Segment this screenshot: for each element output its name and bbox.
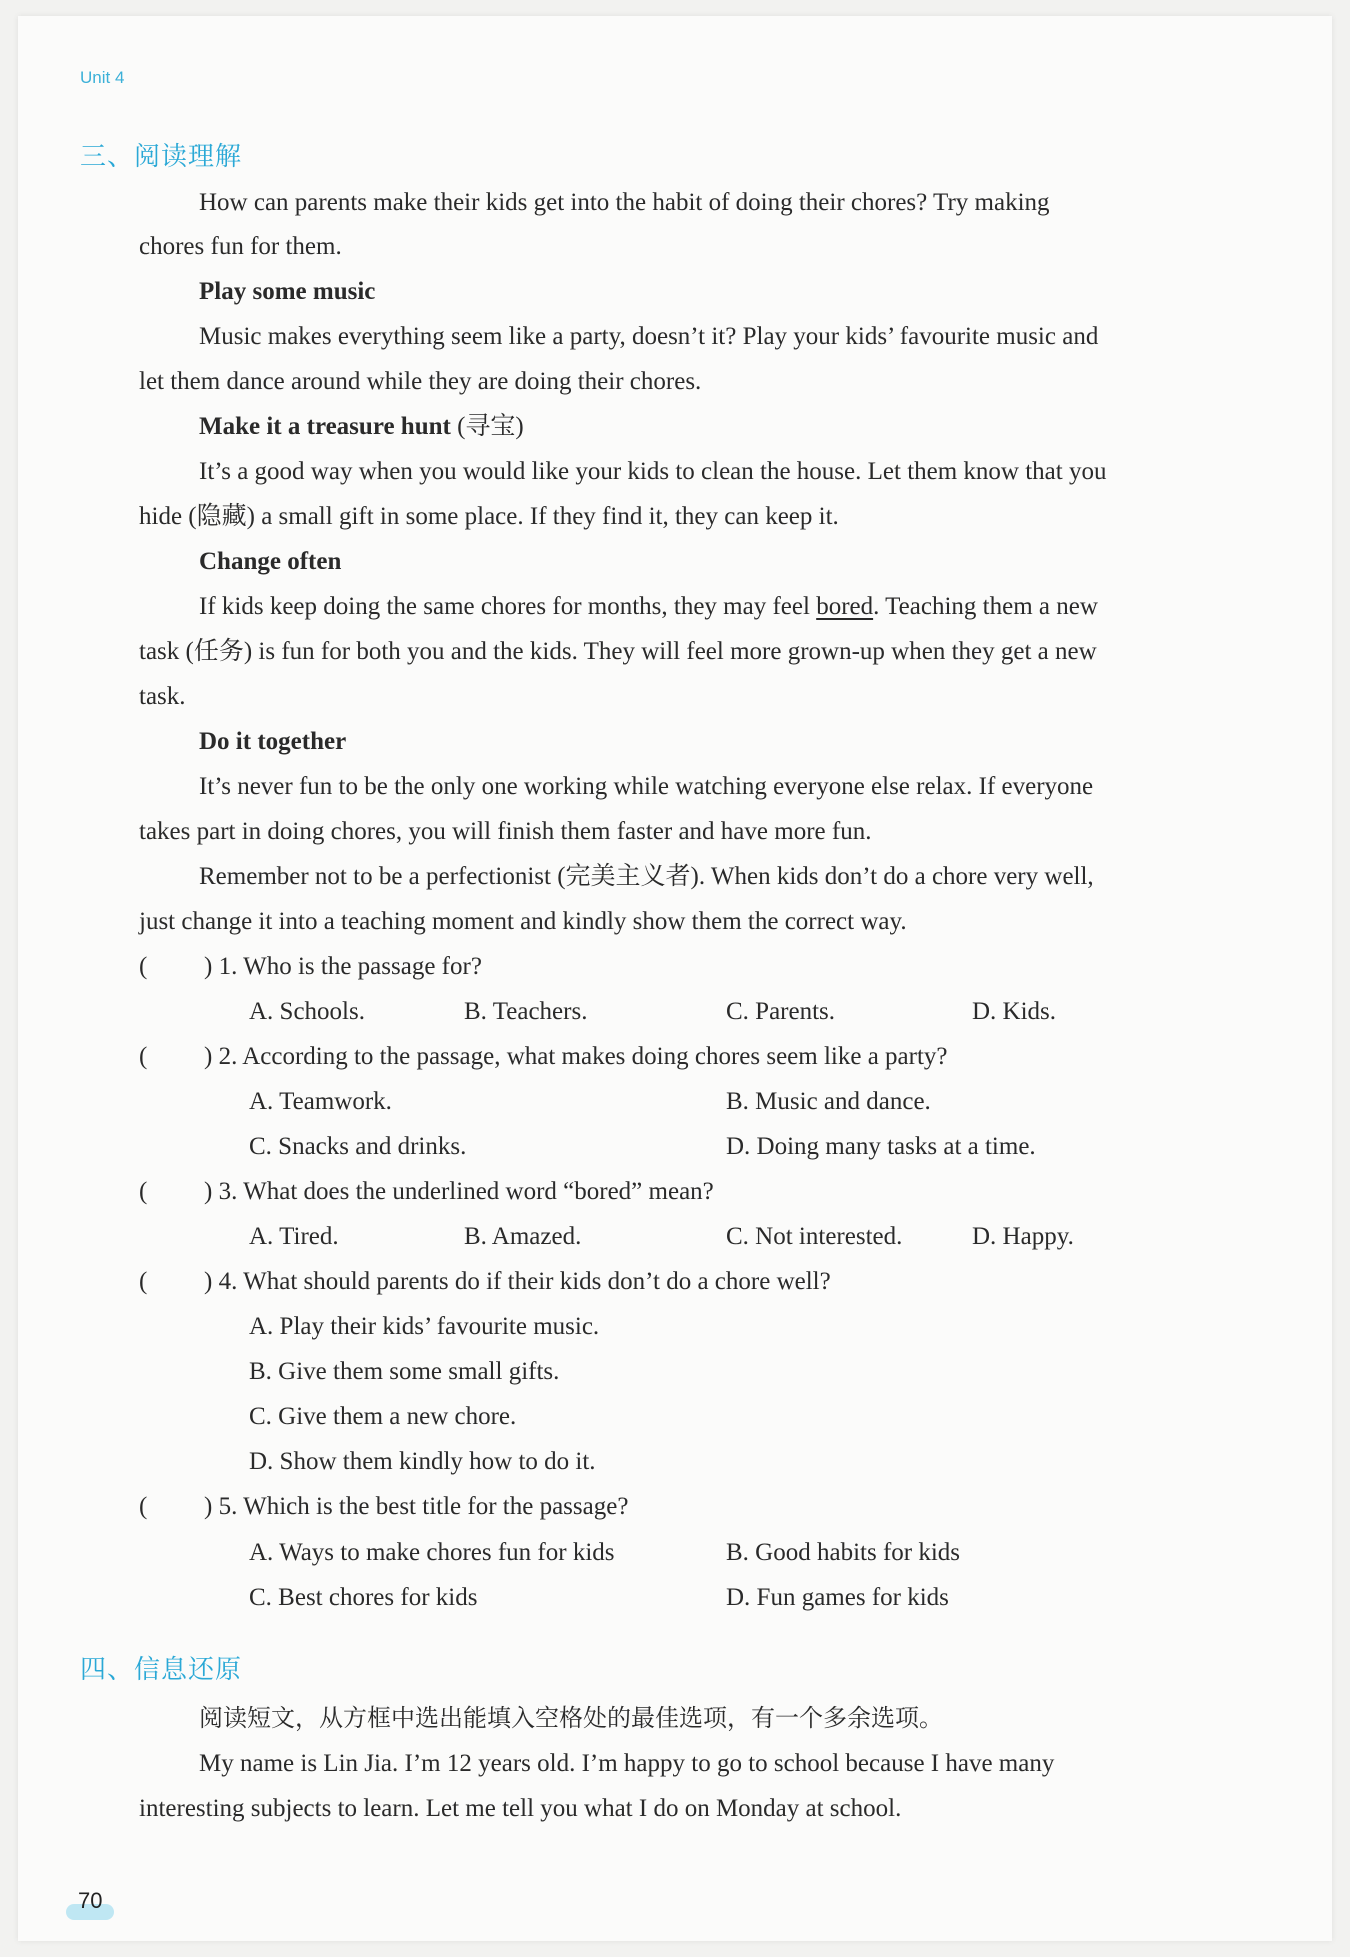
answer-bracket-q5[interactable]: ( bbox=[139, 1493, 148, 1520]
page-number: 70 bbox=[78, 1888, 103, 1913]
section4-p1-line-1: My name is Lin Jia. I’m 12 years old. I’m happy to go to school because I have many bbox=[199, 1750, 1055, 1777]
q2-option-b[interactable]: B. Music and dance. bbox=[726, 1088, 931, 1115]
q3-option-b[interactable]: B. Amazed. bbox=[464, 1223, 582, 1250]
q5-option-c[interactable]: C. Best chores for kids bbox=[249, 1584, 478, 1611]
underlined-word-bored: bored bbox=[816, 593, 874, 620]
q3-option-d[interactable]: D. Happy. bbox=[972, 1223, 1074, 1250]
q1-option-b[interactable]: B. Teachers. bbox=[464, 998, 588, 1025]
q5-option-d[interactable]: D. Fun games for kids bbox=[726, 1584, 949, 1611]
question-3: ) 3. What does the underlined word “bored” mean? bbox=[204, 1178, 714, 1205]
answer-bracket-q1[interactable]: ( bbox=[139, 953, 148, 980]
q4-option-a[interactable]: A. Play their kids’ favourite music. bbox=[249, 1313, 600, 1340]
q1-option-a[interactable]: A. Schools. bbox=[249, 998, 365, 1025]
p5-line-1: Remember not to be a perfectionist (完美主义者). When kids don’t do a chore very well, bbox=[199, 863, 1094, 890]
section4-instruction: 阅读短文，从方框中选出能填入空格处的最佳选项，有一个多余选项。 bbox=[199, 1704, 943, 1732]
q4-option-d[interactable]: D. Show them kindly how to do it. bbox=[249, 1448, 596, 1475]
subheading-treasure-hunt-note: (寻宝) bbox=[450, 413, 524, 440]
q2-option-a[interactable]: A. Teamwork. bbox=[249, 1088, 392, 1115]
q2-option-d[interactable]: D. Doing many tasks at a time. bbox=[726, 1133, 1036, 1160]
question-2: ) 2. According to the passage, what makes doing chores seem like a party? bbox=[204, 1043, 948, 1070]
p4-line-2: takes part in doing chores, you will finish them faster and have more fun. bbox=[139, 818, 872, 845]
p4-line-1: It’s never fun to be the only one working while watching everyone else relax. If everyone bbox=[199, 773, 1094, 800]
answer-bracket-q4[interactable]: ( bbox=[139, 1268, 148, 1295]
p3-line-1-a: If kids keep doing the same chores for months, they may feel bbox=[199, 593, 817, 620]
section4-p1-line-2: interesting subjects to learn. Let me tell you what I do on Monday at school. bbox=[139, 1795, 902, 1822]
p2-line-1: It’s a good way when you would like your kids to clean the house. Let them know that you bbox=[199, 458, 1107, 485]
p2-line-2: hide (隐藏) a small gift in some place. If they find it, they can keep it. bbox=[139, 503, 839, 530]
q1-option-c[interactable]: C. Parents. bbox=[726, 998, 836, 1025]
q1-option-d[interactable]: D. Kids. bbox=[972, 998, 1057, 1025]
intro-line-1: How can parents make their kids get into the habit of doing their chores? Try making bbox=[199, 189, 1050, 216]
q2-option-c[interactable]: C. Snacks and drinks. bbox=[249, 1133, 467, 1160]
q5-option-b[interactable]: B. Good habits for kids bbox=[726, 1539, 961, 1566]
subheading-change-often: Change often bbox=[199, 548, 342, 575]
q3-option-a[interactable]: A. Tired. bbox=[249, 1223, 339, 1250]
p1-line-1: Music makes everything seem like a party, doesn’t it? Play your kids’ favourite music and bbox=[199, 323, 1099, 350]
subheading-play-music: Play some music bbox=[199, 278, 376, 305]
subheading-do-it-together: Do it together bbox=[199, 728, 347, 755]
answer-bracket-q2[interactable]: ( bbox=[139, 1043, 148, 1070]
question-1: ) 1. Who is the passage for? bbox=[204, 953, 482, 980]
section-heading-reading: 三、阅读理解 bbox=[80, 142, 243, 172]
question-5: ) 5. Which is the best title for the passage? bbox=[204, 1493, 629, 1520]
unit-label: Unit 4 bbox=[80, 68, 125, 87]
answer-bracket-q3[interactable]: ( bbox=[139, 1178, 148, 1205]
p3-line-1-b: . Teaching them a new bbox=[873, 593, 1098, 620]
q5-option-a[interactable]: A. Ways to make chores fun for kids bbox=[249, 1539, 615, 1566]
section-heading-info-restore: 四、信息还原 bbox=[80, 1655, 243, 1685]
intro-line-2: chores fun for them. bbox=[139, 233, 342, 260]
q4-option-c[interactable]: C. Give them a new chore. bbox=[249, 1403, 517, 1430]
q4-option-b[interactable]: B. Give them some small gifts. bbox=[249, 1358, 560, 1385]
question-4: ) 4. What should parents do if their kids don’t do a chore well? bbox=[204, 1268, 831, 1295]
p1-line-2: let them dance around while they are doing their chores. bbox=[139, 368, 702, 395]
p3-line-2: task (任务) is fun for both you and the kids. They will feel more grown-up when they get a new bbox=[139, 638, 1097, 665]
p3-line-1 bbox=[199, 592, 1098, 622]
p5-line-2: just change it into a teaching moment and kindly show them the correct way. bbox=[139, 908, 907, 935]
p3-line-3: task. bbox=[139, 683, 186, 710]
q3-option-c[interactable]: C. Not interested. bbox=[726, 1223, 903, 1250]
subheading-treasure-hunt-title: Make it a treasure hunt bbox=[199, 413, 451, 440]
subheading-treasure-hunt bbox=[199, 412, 524, 442]
